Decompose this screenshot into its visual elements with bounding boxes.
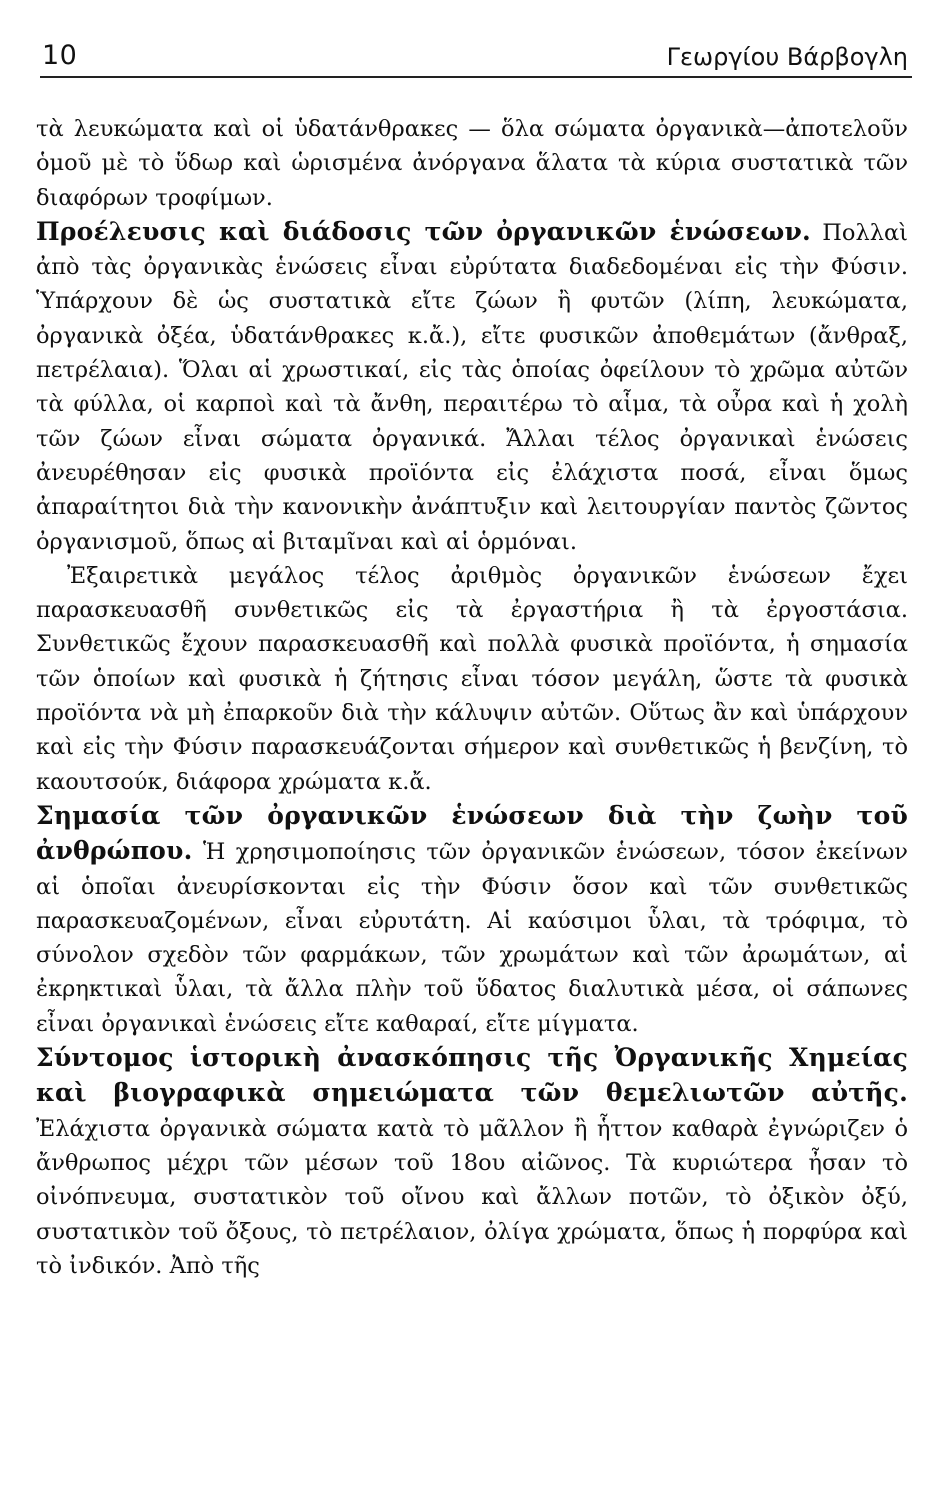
section-heading: Προέλευσις καὶ διάδοσις τῶν ὀργανικῶν ἑνώσεων. [36, 216, 811, 246]
paragraph-text: τὰ λευκώματα καὶ οἱ ὑδατάνθρακες — ὅλα σώματα ὀργανικὰ—ἀποτελοῦν ὁμοῦ μὲ τὸ ὕδωρ καὶ ὡρισμένα ἀνόργανα ἅλατα τὰ κύρια συστατικὰ τῶν διαφόρων τροφίμων. [36, 116, 908, 211]
paragraph-text: Ἐξαιρετικὰ μεγάλος τέλος ἀριθμὸς ὀργανικῶν ἑνώσεων ἔχει παρασκευασθῆ συνθετικῶς εἰς τὰ ἐργαστήρια ἢ τὰ ἐργοστάσια. Συνθετικῶς ἔχουν παρασκευασθῆ καὶ πολλὰ φυσικὰ προϊόντα, ἡ σημασία τῶν ὁποίων καὶ φυσικὰ ἡ ζήτησις εἶναι τόσον μεγάλη, ὥστε τὰ φυσικὰ προϊόντα νὰ μὴ ἐπαρκοῦν διὰ τὴν κάλυψιν αὐτῶν. Οὕτως ἂν καὶ ὑπάρχουν καὶ εἰς τὴν Φύσιν παρασκευάζονται σήμερον καὶ συνθετικῶς ἡ βενζίνη, τὸ καουτσούκ, διάφορα χρώματα κ.ἄ. [36, 562, 908, 795]
paragraph-origin-distribution [36, 215, 908, 559]
paragraph-text: Ἐλάχιστα ὀργανικὰ σώματα κατὰ τὸ μᾶλλον ἢ ἧττον καθαρὰ ἐγνώριζεν ὁ ἄνθρωπος μέχρι τῶν μέσων τοῦ 18ου αἰῶνος. Τὰ κυριώτερα ἦσαν τὸ οἰνόπνευμα, συστατικὸν τοῦ οἴνου καὶ ἄλλων ποτῶν, τὸ ὀξικὸν ὀξύ, συστατικὸν τοῦ ὄξους, τὸ πετρέλαιον, ὀλίγα χρώματα, ὅπως ἡ πορφύρα καὶ τὸ ἰνδικόν. Ἀπὸ τῆς [36, 1115, 908, 1279]
paragraph-synthetic-compounds [36, 559, 908, 799]
paragraph-continuation [36, 112, 908, 215]
running-title: Γεωργίου Βάρβογλη [666, 43, 908, 71]
body-text [36, 112, 908, 1283]
paragraph-history [36, 1041, 908, 1283]
running-header [40, 34, 912, 78]
page-number: 10 [42, 40, 78, 71]
paragraph-importance [36, 799, 908, 1041]
paragraph-text: Ἡ χρησιμοποίησις τῶν ὀργανικῶν ἑνώσεων, τόσον ἐκείνων αἱ ὁποῖαι ἀνευρίσκονται εἰς τὴν Φύσιν ὅσον καὶ τῶν συνθετικῶς παρασκευαζομένων, εἶναι εὐρυτάτη. Αἱ καύσιμοι ὗλαι, τὰ τρόφιμα, τὸ σύνολον σχεδὸν τῶν φαρμάκων, τῶν χρωμάτων καὶ τῶν ἀρωμάτων, αἱ ἐκρηκτικαὶ ὗλαι, τὰ ἄλλα πλὴν τοῦ ὕδατος διαλυτικὰ μέσα, οἱ σάπωνες εἶναι ὀργανικαὶ ἑνώσεις εἴτε καθαραί, εἴτε μίγματα. [36, 839, 908, 1037]
paragraph-text: Πολλαὶ ἀπὸ τὰς ὀργανικὰς ἑνώσεις εἶναι εὐρύτατα διαδεδομέναι εἰς τὴν Φύσιν. Ὑπάρχουν δὲ ὡς συστατικὰ εἴτε ζώων ἢ φυτῶν (λίπη, λευκώματα, ὀργανικὰ ὀξέα, ὑδατάνθρακες κ.ἄ.), εἴτε φυσικῶν ἀποθεμάτων (ἄνθραξ, πετρέλαια). Ὅλαι αἱ χρωστικαί, εἰς τὰς ὁποίας ὀφείλουν τὸ χρῶμα αὐτῶν τὰ φύλλα, οἱ καρποὶ καὶ τὰ ἄνθη, περαιτέρω τὸ αἷμα, τὰ οὖρα καὶ ἡ χολὴ τῶν ζώων εἶναι σώματα ὀργανικά. Ἄλλαι τέλος ὀργανικαὶ ἑνώσεις ἀνευρέθησαν εἰς φυσικὰ προϊόντα εἰς ἐλάχιστα ποσά, εἶναι ὅμως ἀπαραίτητοι διὰ τὴν κανονικὴν ἀνάπτυξιν καὶ λειτουργίαν παντὸς ζῶντος ὀργανισμοῦ, ὅπως αἱ βιταμῖναι καὶ αἱ ὁρμόναι. [36, 219, 908, 555]
section-heading: Σημασία τῶν ὀργανικῶν ἑνώσεων διὰ τὴν ζωὴν τοῦ ἀνθρώπου. [36, 800, 908, 866]
section-heading: Σύντομος ἱστορικὴ ἀνασκόπησις τῆς Ὀργανικῆς Χημείας καὶ βιογραφικὰ σημειώματα τῶν θεμελιωτῶν αὐτῆς. [36, 1043, 908, 1108]
